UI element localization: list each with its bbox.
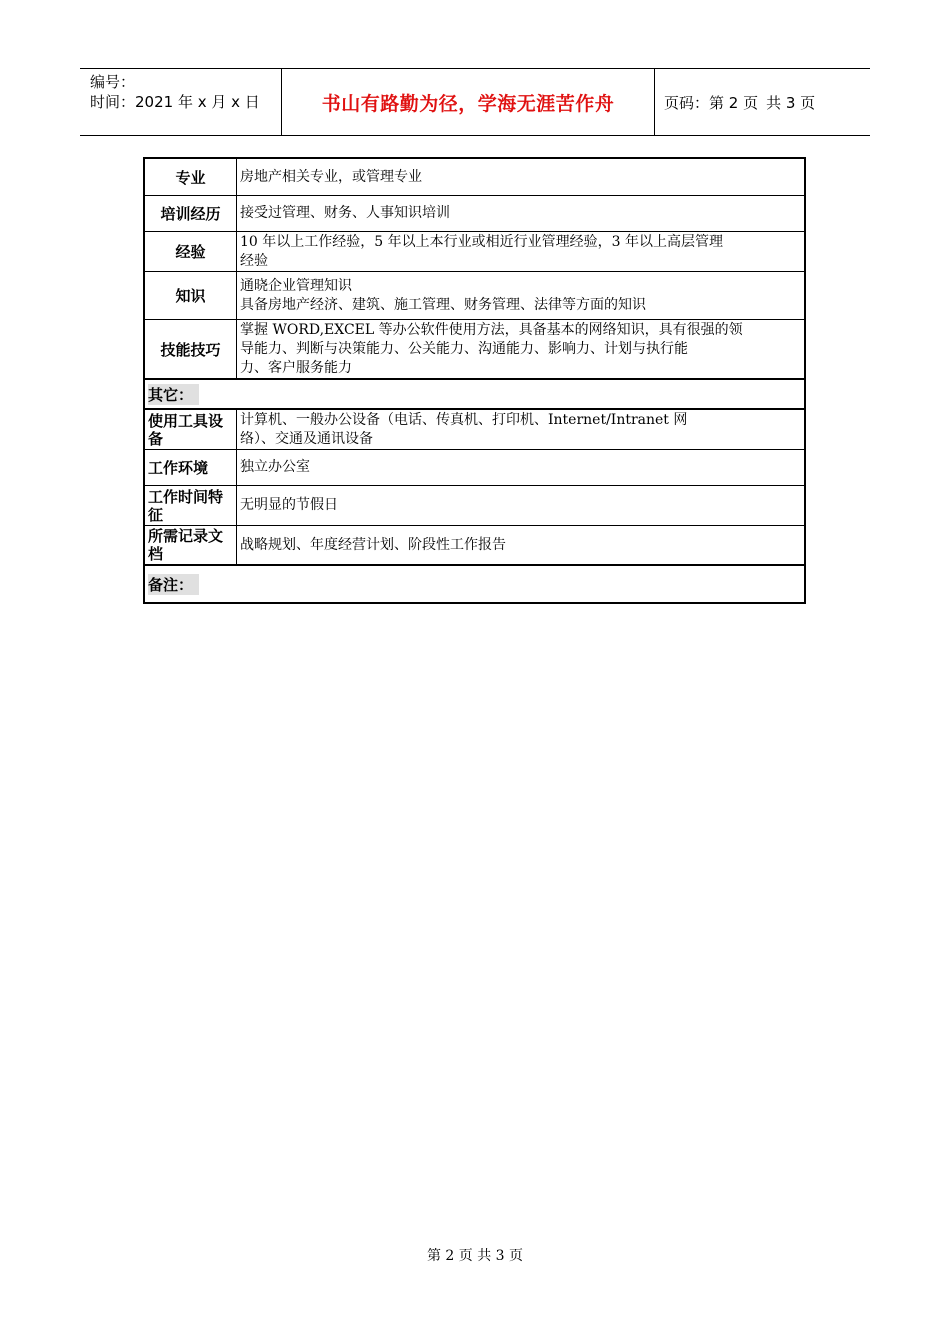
row-value — [237, 232, 804, 271]
header-meta — [90, 72, 280, 112]
document-header — [80, 68, 870, 136]
table-row — [145, 159, 804, 196]
table-row — [145, 410, 804, 450]
page-label: 页码：第 2 页 — [664, 93, 759, 112]
row-label: 经验 — [145, 232, 237, 271]
row-label: 工作时间特征 — [145, 486, 237, 525]
table-row — [145, 450, 804, 486]
page-footer: 第 2 页 共 3 页 — [426, 1248, 524, 1264]
table-row — [145, 320, 804, 380]
value-line: 独立办公室 — [240, 459, 310, 475]
value-line: 10 年以上工作经验，5 年以上本行业或相近行业管理经验，3 年以上高层管理 — [240, 233, 723, 250]
row-label: 工作环境 — [145, 450, 237, 485]
value-line: 具备房地产经济、建筑、施工管理、财务管理、法律等方面的知识 — [240, 296, 646, 313]
row-label: 技能技巧 — [145, 320, 237, 378]
row-value — [237, 159, 804, 195]
table-row — [145, 272, 804, 320]
value-line: 战略规划、年度经营计划、阶段性工作报告 — [240, 536, 506, 553]
value-line: 通晓企业管理知识 — [240, 277, 352, 294]
row-label: 使用工具设备 — [145, 410, 237, 449]
section-title: 备注： — [148, 574, 199, 595]
table-row — [145, 526, 804, 566]
row-value — [237, 450, 804, 485]
header-motto: 书山有路勤为径，学海无涯苦作舟 — [321, 92, 615, 115]
row-value — [237, 320, 804, 378]
job-requirements-table — [143, 157, 806, 604]
row-label: 所需记录文档 — [145, 526, 237, 564]
section-remarks — [145, 566, 804, 602]
section-title: 其它： — [148, 384, 199, 405]
table-row — [145, 196, 804, 232]
value-line: 无明显的节假日 — [240, 497, 338, 513]
row-value — [237, 272, 804, 319]
value-line: 掌握 WORD,EXCEL 等办公软件使用方法，具备基本的网络知识，具有很强的领 — [240, 321, 743, 338]
time-label: 时间：2021 年 x 月 x 日 — [90, 93, 260, 111]
value-line: 接受过管理、财务、人事知识培训 — [240, 205, 450, 221]
row-value — [237, 526, 804, 564]
section-other — [145, 380, 804, 410]
value-line: 络）、交通及通讯设备 — [240, 430, 373, 447]
row-value — [237, 196, 804, 231]
row-value — [237, 486, 804, 525]
row-value — [237, 410, 804, 449]
row-label: 专业 — [145, 159, 237, 195]
value-line: 导能力、判断与决策能力、公关能力、沟通能力、影响力、计划与执行能 — [240, 340, 688, 357]
total-pages-label: 共 3 页 — [766, 93, 816, 112]
value-line: 计算机、一般办公设备（电话、传真机、打印机、Internet/Intranet 网 — [240, 411, 688, 428]
value-line: 房地产相关专业，或管理专业 — [240, 168, 422, 185]
table-row — [145, 486, 804, 526]
value-line: 力、客户服务能力 — [240, 359, 352, 376]
row-label: 培训经历 — [145, 196, 237, 231]
number-label: 编号： — [90, 73, 136, 91]
value-line: 经验 — [240, 252, 268, 269]
header-page-info — [664, 69, 815, 135]
row-label: 知识 — [145, 272, 237, 319]
header-divider — [654, 69, 655, 135]
table-row — [145, 232, 804, 272]
